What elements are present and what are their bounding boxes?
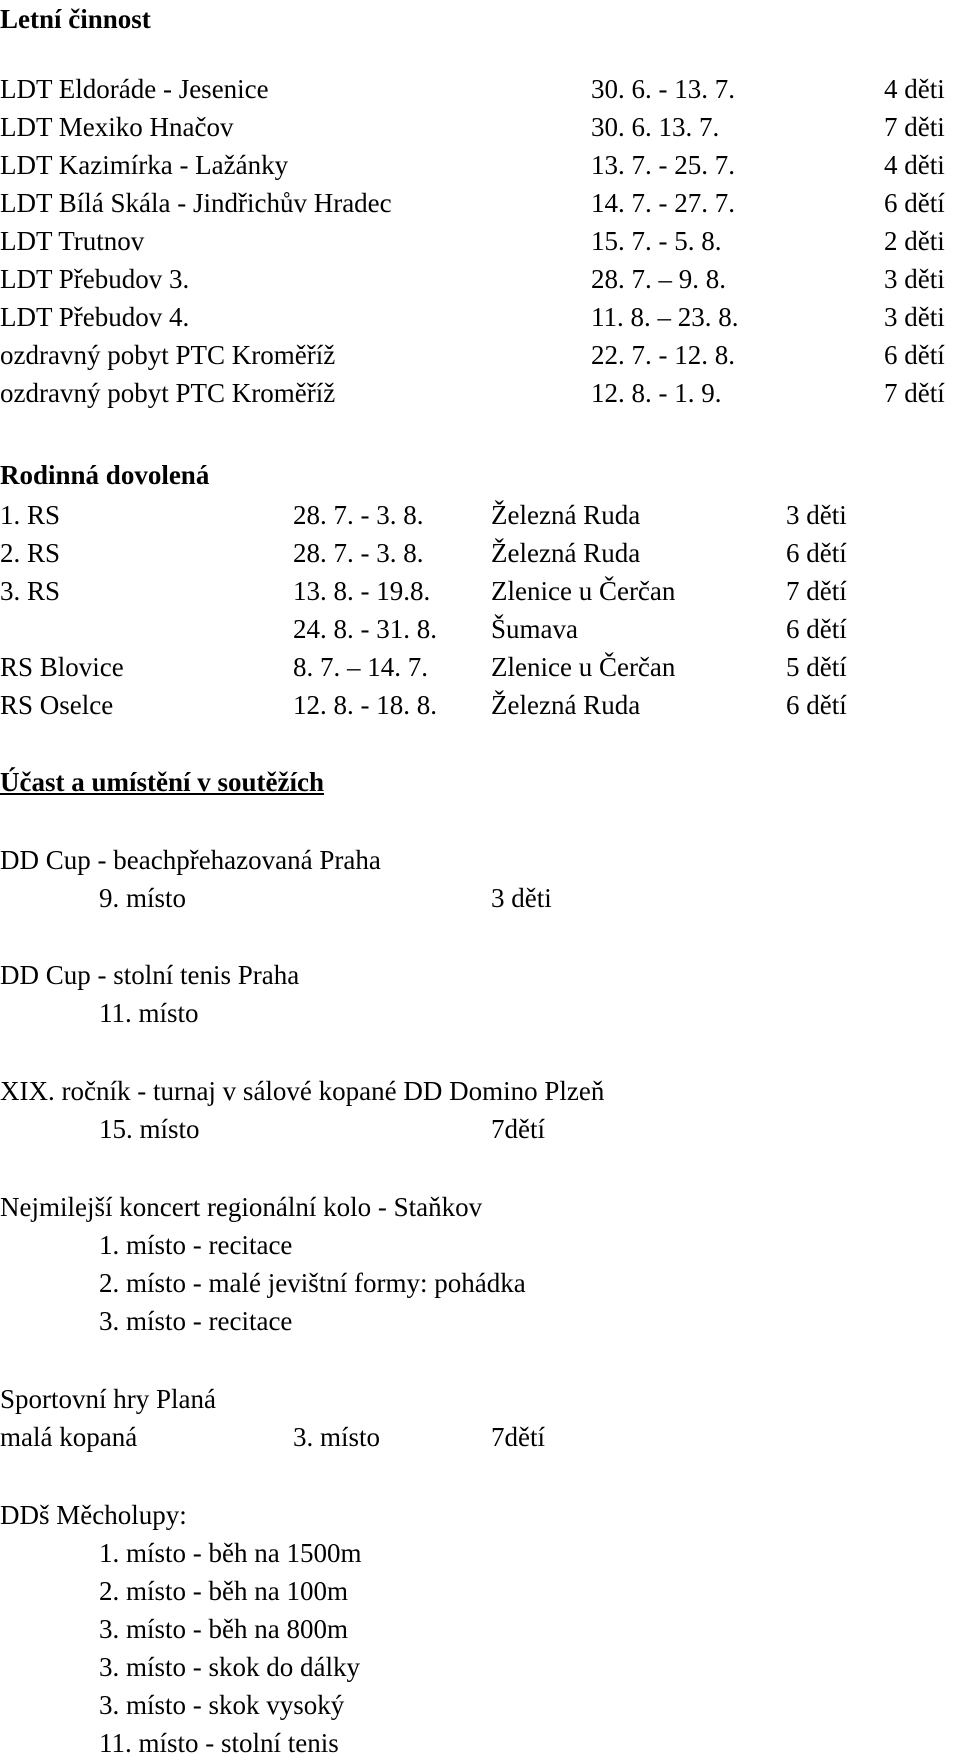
summer-row-count: 6 dětí (884, 340, 945, 370)
summer-row-dates: 28. 7. – 9. 8. (591, 264, 726, 294)
family-row-place: Železná Ruda (491, 500, 641, 530)
summer-row-name: ozdravný pobyt PTC Kroměříž (0, 378, 336, 408)
competition-item-text: 2. místo - malé jevištní formy: pohádka (99, 1268, 526, 1298)
family-row-name: 1. RS (0, 500, 61, 530)
summer-row-dates: 30. 6. 13. 7. (591, 112, 720, 142)
summer-row-name: LDT Přebudov 3. (0, 264, 190, 294)
competition-item-text: 3. místo - recitace (99, 1306, 293, 1336)
summer-row-dates: 22. 7. - 12. 8. (591, 340, 735, 370)
competition-place: 9. místo (99, 883, 187, 913)
family-row-count: 5 dětí (786, 652, 847, 682)
competition-count: 7dětí (491, 1114, 545, 1144)
family-row-dates: 28. 7. - 3. 8. (293, 538, 424, 568)
summer-heading: Letní činnost (0, 4, 151, 34)
summer-row-dates: 14. 7. - 27. 7. (591, 188, 735, 218)
summer-row-name: LDT Trutnov (0, 226, 145, 256)
competition-count: 7dětí (491, 1422, 545, 1452)
summer-row-name: LDT Přebudov 4. (0, 302, 190, 332)
competition-title: Nejmilejší koncert regionální kolo - Staňkov (0, 1192, 483, 1222)
competition-item-text: 2. místo - běh na 100m (99, 1576, 348, 1606)
competition-title: DDš Měcholupy: (0, 1500, 187, 1530)
family-row-place: Šumava (491, 614, 578, 644)
competition-item-text: 3. místo - skok do dálky (99, 1652, 360, 1682)
family-row-dates: 24. 8. - 31. 8. (293, 614, 437, 644)
competition-discipline: malá kopaná (0, 1422, 138, 1452)
family-row-name: RS Blovice (0, 652, 124, 682)
competition-item-text: 3. místo - skok vysoký (99, 1690, 345, 1720)
summer-row-dates: 12. 8. - 1. 9. (591, 378, 722, 408)
summer-row-dates: 30. 6. - 13. 7. (591, 74, 735, 104)
summer-row-count: 3 děti (884, 264, 945, 294)
summer-row-count: 4 děti (884, 150, 945, 180)
competitions-heading: Účast a umístění v soutěžích (0, 767, 324, 797)
family-row-count: 3 děti (786, 500, 847, 530)
family-heading: Rodinná dovolená (0, 460, 210, 490)
family-row-name: 2. RS (0, 538, 61, 568)
competition-place: 15. místo (99, 1114, 200, 1144)
summer-row-count: 6 dětí (884, 188, 945, 218)
competition-title: DD Cup - stolní tenis Praha (0, 960, 300, 990)
competition-item-text: 11. místo - stolní tenis (99, 1728, 339, 1758)
competition-title: DD Cup - beachpřehazovaná Praha (0, 845, 381, 875)
family-row-dates: 13. 8. - 19.8. (293, 576, 431, 606)
summer-row-dates: 15. 7. - 5. 8. (591, 226, 722, 256)
summer-row-count: 2 děti (884, 226, 945, 256)
competition-count: 3 děti (491, 883, 552, 913)
summer-row-count: 7 dětí (884, 378, 945, 408)
family-row-count: 6 dětí (786, 614, 847, 644)
summer-row-name: LDT Kazimírka - Lažánky (0, 150, 289, 180)
competition-place: 3. místo (293, 1422, 381, 1452)
family-row-count: 6 dětí (786, 538, 847, 568)
family-row-dates: 8. 7. – 14. 7. (293, 652, 428, 682)
family-row-place: Zlenice u Čerčan (491, 652, 676, 682)
summer-row-dates: 11. 8. – 23. 8. (591, 302, 739, 332)
family-row-dates: 12. 8. - 18. 8. (293, 690, 437, 720)
family-row-place: Zlenice u Čerčan (491, 576, 676, 606)
competition-place: 11. místo (99, 998, 199, 1028)
family-row-name: RS Oselce (0, 690, 114, 720)
summer-row-dates: 13. 7. - 25. 7. (591, 150, 735, 180)
summer-row-name: LDT Bílá Skála - Jindřichův Hradec (0, 188, 392, 218)
summer-row-count: 3 děti (884, 302, 945, 332)
summer-row-count: 4 děti (884, 74, 945, 104)
competition-title: Sportovní hry Planá (0, 1384, 216, 1414)
family-row-count: 7 dětí (786, 576, 847, 606)
summer-row-name: LDT Eldoráde - Jesenice (0, 74, 269, 104)
summer-row-name: ozdravný pobyt PTC Kroměříž (0, 340, 336, 370)
family-row-place: Železná Ruda (491, 538, 641, 568)
competition-item-text: 1. místo - recitace (99, 1230, 293, 1260)
family-row-name: 3. RS (0, 576, 61, 606)
family-row-count: 6 dětí (786, 690, 847, 720)
summer-row-count: 7 děti (884, 112, 945, 142)
family-row-place: Železná Ruda (491, 690, 641, 720)
competition-title: XIX. ročník - turnaj v sálové kopané DD Domino Plzeň (0, 1076, 605, 1106)
summer-row-name: LDT Mexiko Hnačov (0, 112, 234, 142)
competition-item-text: 1. místo - běh na 1500m (99, 1538, 362, 1568)
family-row-dates: 28. 7. - 3. 8. (293, 500, 424, 530)
competition-item-text: 3. místo - běh na 800m (99, 1614, 348, 1644)
